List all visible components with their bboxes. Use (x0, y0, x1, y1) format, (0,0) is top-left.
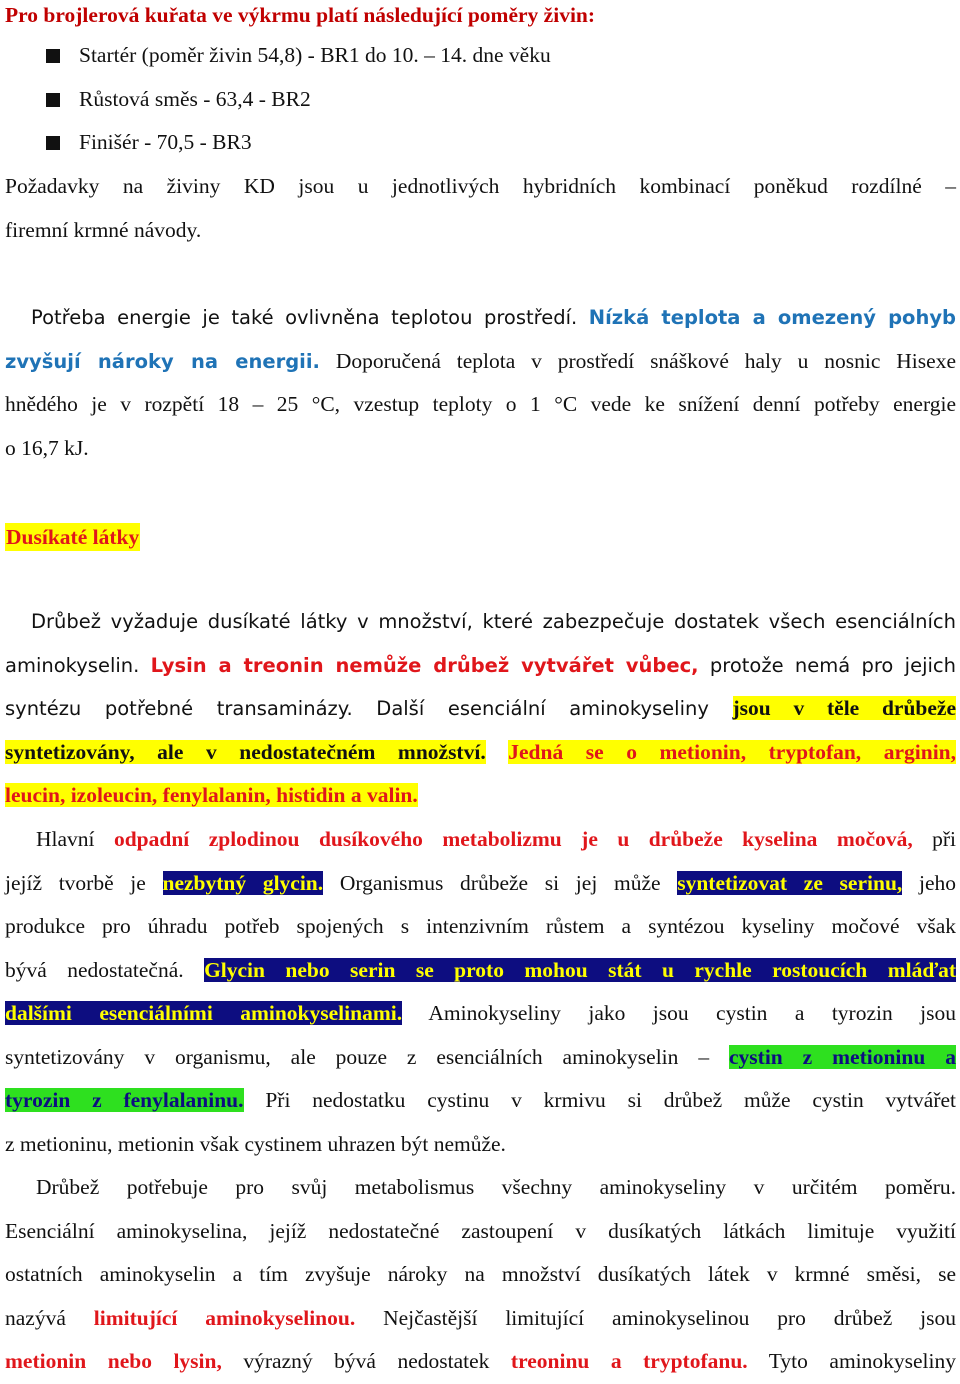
nitrogen-paragraph-2: Hlavní odpadní zplodinou dusíkového metabolizmu je u drůbeže kyselina močová, při jejíž tvorbě je nezbytný glycin. Organismus drůbeže si jej může syntetizovat ze serinu, jeho produkce pro úhradu potřeb spojených s intenzivním růstem a syntézou kyseliny močové však bývá nedostatečná. Glycin nebo serin se proto mohou stát u rychle rostoucích mláďat dalšími esenciálními aminokyselinami. Aminokyseliny jako jsou cystin a tyrozin jsou syntetizovány v organismu, ale pouze z esenciálních aminokyselin – cystin z metioninu a tyrozin z fenylalaninu. Při nedostatku cystinu v krmivu si drůbež může cystin vytvářet z metioninu, metionin však cystinem uhrazen být nemůže. (5, 827, 957, 1156)
highlight-text: cystin z metioninu a (729, 1044, 956, 1069)
highlight-text: leucin, izoleucin, fenylalanin, histidin a valin. (5, 783, 418, 807)
highlight-text: syntetizovány, ale v nedostatečném množství. (5, 739, 486, 764)
list-item: Růstová směs - 63,4 - BR2 (46, 78, 551, 122)
emphasis-text: zvyšují nároky na energii. (5, 349, 320, 373)
nitrogen-paragraph-1: Drůbež vyžaduje dusíkaté látky v množství, které zabezpečuje dostatek všech esenciálních aminokyselin. Lysin a treonin nemůže drůbež vytvářet vůbec, protože nemá pro jejich syntézu potřebné transaminázy. Další esenciální aminokyseliny jsou v těle drůbeže syntetizovány, ale v nedostatečném množství. Jedná se o metionin, tryptofan, arginin, leucin, izoleucin, fenylalanin, histidin a valin. (5, 610, 957, 807)
square-bullet-icon (46, 136, 60, 150)
square-bullet-icon (46, 49, 60, 63)
list-item: Finišér - 70,5 - BR3 (46, 121, 551, 165)
emphasis-text: Nízká teplota a omezený pohyb (588, 306, 956, 329)
highlight-text: tyrozin z fenylalaninu. (5, 1088, 244, 1112)
highlight-text: syntetizovat ze serinu, (677, 870, 903, 895)
section-heading: Dusíkaté látky (6, 525, 140, 549)
energy-paragraph: Potřeba energie je také ovlivněna teplotou prostředí. Nízká teplota a omezený pohyb zvyšují nároky na energii. Doporučená teplota v prostředí snáškové haly u nosnic Hisexe hnědého je v rozpětí 18 – 25 °C, vzestup teploty o 1 °C vede ke snížení denní potřeby energie o 16,7 kJ. (5, 306, 956, 460)
intro-title: Pro brojlerová kuřata ve výkrmu platí následující poměry živin: (5, 3, 596, 27)
highlight-text: jsou v těle drůbeže (732, 696, 957, 720)
emphasis-text: metionin nebo lysin, (5, 1349, 222, 1373)
ration-bullet-list (46, 34, 551, 165)
nitrogen-paragraph-3: Drůbež potřebuje pro svůj metabolismus všechny aminokyseliny v určitém poměru. Esenciální aminokyselina, jejíž nedostatečné zastoupení v dusíkatých látkách limituje využití ostatních aminokyselin a tím zvyšuje nároky na množství dusíkatých látek v krmné směsi, se nazývá limitující aminokyselinou. Nejčastější limitující aminokyselinou pro drůbež jsou metionin nebo lysin, výrazný bývá nedostatek treoninu a tryptofanu. Tyto aminokyseliny (5, 1175, 957, 1373)
emphasis-text: odpadní zplodinou dusíkového metabolizmu je u drůbeže kyselina močová, (113, 827, 913, 851)
highlight-text: dalšími esenciálními aminokyselinami. (5, 1001, 403, 1025)
list-item: Startér (poměr živin 54,8) - BR1 do 10. – 14. dne věku (46, 34, 551, 78)
requirements-paragraph: Požadavky na živiny KD jsou u jednotlivých hybridních kombinací poněkud rozdílné – firemní krmné návody. (5, 174, 956, 242)
emphasis-text: limitující aminokyselinou. (93, 1305, 356, 1330)
highlight-text: Jedná se o metionin, tryptofan, arginin, (508, 739, 957, 764)
square-bullet-icon (46, 93, 60, 107)
highlight-text: Glycin nebo serin se proto mohou stát u rychle rostoucích mláďat (204, 957, 957, 982)
highlight-text: nezbytný glycin. (162, 870, 324, 895)
emphasis-text: treoninu a tryptofanu. (510, 1349, 748, 1373)
emphasis-text: Lysin a treonin nemůže drůbež vytvářet vůbec, (150, 653, 699, 677)
